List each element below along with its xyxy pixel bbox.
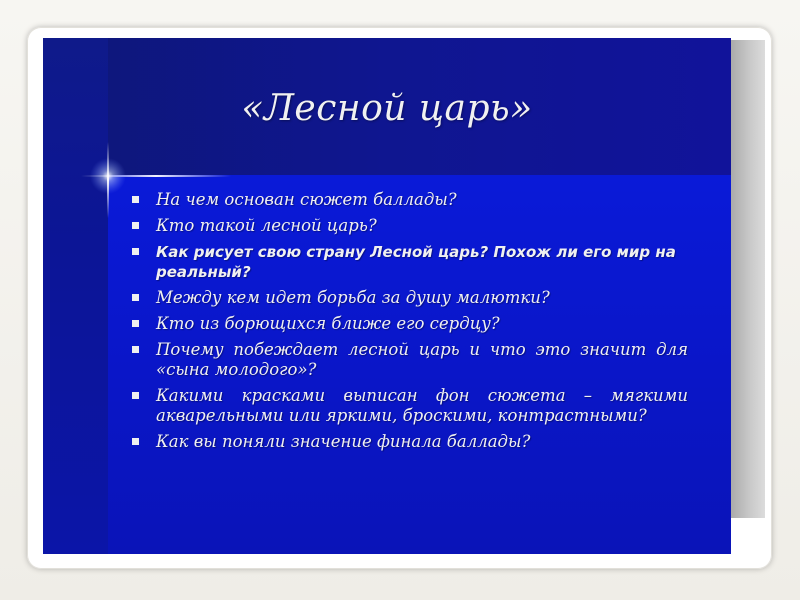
list-item: Почему побеждает лесной царь и что это значит для «сына молодого»? — [128, 340, 688, 380]
list-item: Как вы поняли значение финала баллады? — [128, 432, 688, 452]
bullet-square-icon — [132, 294, 139, 301]
slide-side-shadow — [730, 40, 765, 518]
bullet-square-icon — [132, 392, 139, 399]
slide — [43, 38, 731, 554]
list-item: Кто из борющихся ближе его сердцу? — [128, 314, 688, 334]
list-item: Кто такой лесной царь? — [128, 216, 688, 236]
question-list — [128, 190, 688, 458]
bullet-square-icon — [132, 248, 139, 255]
list-item: Как рисует свою страну Лесной царь? Похож ли его мир на реальный? — [128, 242, 688, 282]
bullet-square-icon — [132, 346, 139, 353]
bullet-square-icon — [132, 320, 139, 327]
slide-title: «Лесной царь» — [241, 88, 533, 129]
bullet-square-icon — [132, 438, 139, 445]
list-item: Какими красками выписан фон сюжета – мягкими акварельными или яркими, броскими, контрастными? — [128, 386, 688, 426]
list-item: Между кем идет борьба за душу малютки? — [128, 288, 688, 308]
list-item: На чем основан сюжет баллады? — [128, 190, 688, 210]
bullet-square-icon — [132, 196, 139, 203]
bullet-square-icon — [132, 222, 139, 229]
